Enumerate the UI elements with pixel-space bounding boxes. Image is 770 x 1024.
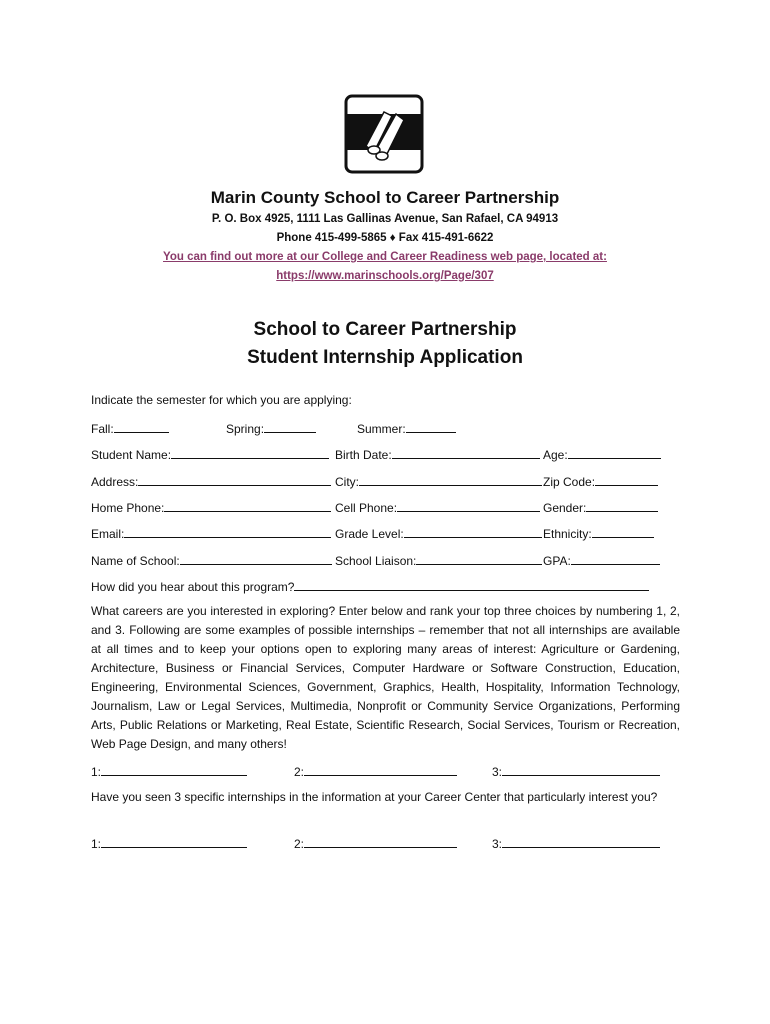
ethnicity-blank[interactable] [592,525,654,538]
career-rank-1-field[interactable] [91,763,247,779]
age-field[interactable] [543,446,661,462]
seen-internship-3-blank[interactable] [502,835,660,848]
grade-level-label: Grade Level: [335,527,404,541]
career-rank-2-field[interactable] [294,763,457,779]
seen-internship-2-field[interactable] [294,835,457,851]
address-field[interactable] [91,473,331,489]
seen-internship-1-label: 1: [91,837,102,851]
email-field[interactable] [91,525,331,541]
city-blank[interactable] [359,473,542,486]
gender-blank[interactable] [586,499,658,512]
zip-label: Zip Code: [543,475,596,489]
school-liaison-field[interactable] [335,552,542,568]
careers-paragraph: What careers are you interested in exploring? Enter below and rank your top three choices by numbering 1, 2, and 3. Following are some examples of possible internships – remember that not all internships are available at all times and to keep your options open to exploring many areas of interest: Agriculture or Gardening, Architecture, Business or Financial Services, Computer Hardware or Software Construction, Education, Engineering, Environmental Sciences, Government, Graphics, Health, Hospitality, Information Technology, Journalism, Law or Legal Services, Multimedia, Nonprofit or Community Service Organizations, Performing Arts, Public Relations or Marketing, Real Estate, Scientific Research, Social Services, Tourism or Recreation, Web Page Design, and many others! [91,604,680,751]
gender-label: Gender: [543,501,587,515]
hear-about-label: How did you hear about this program? [91,580,295,594]
birth-date-field[interactable] [335,446,540,462]
seen-internship-1-blank[interactable] [101,835,247,848]
seen-internship-3-field[interactable] [492,835,660,851]
school-name-label: Name of School: [91,554,180,568]
summer-blank[interactable] [406,420,456,433]
gpa-field[interactable] [543,552,660,568]
fall-field[interactable] [91,420,169,436]
org-name: Marin County School to Career Partnership [210,188,560,207]
career-rank-3-field[interactable] [492,763,660,779]
org-address: P. O. Box 4925, 1111 Las Gallinas Avenue, San Rafael, CA 94913 [211,213,559,225]
student-name-blank[interactable] [171,446,329,459]
career-rank-2-label: 2: [294,765,305,779]
org-phone-fax: Phone 415-499-5865 ♦ Fax 415-491-6622 [276,232,494,244]
fall-blank[interactable] [114,420,169,433]
hear-about-blank[interactable] [294,578,649,591]
spring-label: Spring: [226,422,265,436]
form-title-line1: School to Career Partnership [253,319,517,340]
home-phone-label: Home Phone: [91,501,165,515]
cell-phone-blank[interactable] [397,499,540,512]
handshake-logo-icon [344,94,424,174]
ethnicity-label: Ethnicity: [543,527,592,541]
form-title-line2: Student Internship Application [247,347,523,368]
seen-internship-3-label: 3: [492,837,503,851]
spring-blank[interactable] [264,420,316,433]
info-link-text[interactable]: You can find out more at our College and Career Readiness web page, located at: [163,251,607,263]
summer-label: Summer: [357,422,406,436]
age-blank[interactable] [568,446,661,459]
school-name-field[interactable] [91,552,332,568]
career-rank-1-blank[interactable] [101,763,247,776]
fall-label: Fall: [91,422,114,436]
home-phone-blank[interactable] [164,499,331,512]
gender-field[interactable] [543,499,658,515]
hear-about-field[interactable] [91,578,649,594]
home-phone-field[interactable] [91,499,331,515]
summer-field[interactable] [357,420,456,436]
address-label: Address: [91,475,139,489]
career-rank-3-blank[interactable] [502,763,660,776]
zip-field[interactable] [543,473,658,489]
address-blank[interactable] [138,473,331,486]
career-rank-2-blank[interactable] [304,763,457,776]
school-name-blank[interactable] [180,552,332,565]
birth-date-blank[interactable] [392,446,540,459]
school-liaison-blank[interactable] [416,552,542,565]
gpa-label: GPA: [543,554,571,568]
career-rank-1-label: 1: [91,765,102,779]
grade-level-blank[interactable] [404,525,542,538]
info-link-url[interactable]: https://www.marinschools.org/Page/307 [276,270,494,282]
ethnicity-field[interactable] [543,525,654,541]
career-rank-3-label: 3: [492,765,503,779]
seen-internships-question: Have you seen 3 specific internships in the information at your Career Center that particularly interest you? [91,790,658,804]
city-label: City: [335,475,359,489]
age-label: Age: [543,448,568,462]
gpa-blank[interactable] [571,552,660,565]
email-label: Email: [91,527,125,541]
semester-prompt: Indicate the semester for which you are applying: [91,393,352,407]
city-field[interactable] [335,473,542,489]
grade-level-field[interactable] [335,525,542,541]
school-liaison-label: School Liaison: [335,554,417,568]
spring-field[interactable] [226,420,316,436]
email-blank[interactable] [124,525,331,538]
seen-internship-2-label: 2: [294,837,305,851]
student-name-label: Student Name: [91,448,172,462]
seen-internship-2-blank[interactable] [304,835,457,848]
cell-phone-field[interactable] [335,499,540,515]
student-name-field[interactable] [91,446,329,462]
zip-blank[interactable] [595,473,658,486]
birth-date-label: Birth Date: [335,448,392,462]
cell-phone-label: Cell Phone: [335,501,398,515]
seen-internship-1-field[interactable] [91,835,247,851]
